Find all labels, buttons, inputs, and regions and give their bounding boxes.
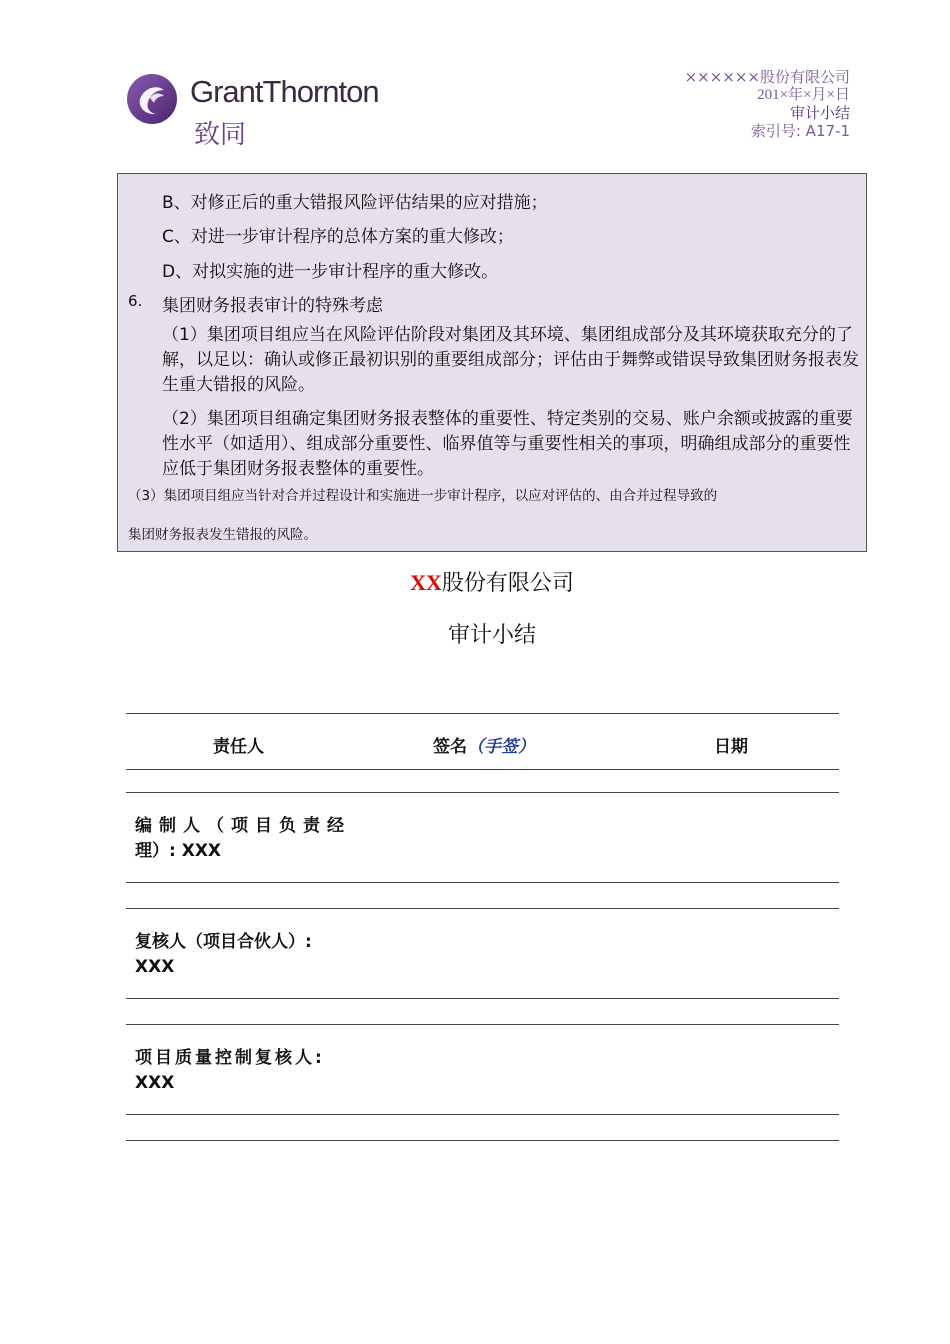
column-header-date: 日期 xyxy=(714,737,748,757)
logo-mark-icon xyxy=(126,68,178,130)
document-title: 审计小结 xyxy=(447,623,536,648)
company-suffix: 股份有限公司 xyxy=(441,571,574,596)
table-rule xyxy=(126,998,839,999)
table-rule xyxy=(126,908,839,909)
row-eqcr-name: XXX xyxy=(135,1073,175,1093)
column-header-sign-label: 签名 xyxy=(433,737,467,757)
logo-english-name: GrantThornton xyxy=(190,74,379,109)
section-title: 集团财务报表审计的特殊考虑 xyxy=(162,296,383,316)
table-rule xyxy=(126,1114,839,1115)
guide-paragraph-3-line-2: 集团财务报表发生错报的风险。 xyxy=(128,527,317,543)
table-bottom-rule xyxy=(126,1140,839,1141)
company-title xyxy=(0,566,950,597)
table-rule xyxy=(126,769,839,770)
row-eqcr-label: 项目质量控制复核人: xyxy=(135,1048,325,1068)
table-rule xyxy=(126,882,839,883)
column-header-sign-note: （手签） xyxy=(467,737,535,757)
guidance-box xyxy=(117,173,867,552)
guide-paragraph-1: （1）集团项目组应当在风险评估阶段对集团及其环境、集团组成部分及其环境获取充分的了解，以足以：确认或修正最初识别的重要组成部分；评估由于舞弊或错误导致集团财务报表发生重大错报的风险。 xyxy=(162,325,859,395)
column-header-sign xyxy=(433,732,535,757)
table-row xyxy=(135,1046,325,1096)
table-row xyxy=(135,930,312,980)
table-row xyxy=(135,814,351,864)
guide-item-d: D、对拟实施的进一步审计程序的重大修改。 xyxy=(162,262,499,282)
guide-paragraph-3-line-1: （3）集团项目组应当针对合并过程设计和实施进一步审计程序，以应对评估的、由合并过程导致的 xyxy=(128,488,718,504)
document-header-info xyxy=(685,68,850,140)
table-rule xyxy=(126,1024,839,1025)
logo-chinese-name: 致同 xyxy=(194,120,247,150)
table-top-rule xyxy=(126,713,839,714)
header-title: 审计小结 xyxy=(789,104,850,122)
header-index: 索引号: A17-1 xyxy=(750,122,850,140)
grant-thornton-logo xyxy=(124,64,406,150)
row-reviewer-label: 复核人（项目合伙人）: xyxy=(135,932,312,952)
row-reviewer-name: XXX xyxy=(135,957,175,977)
column-header-person: 责任人 xyxy=(213,737,264,757)
company-placeholder: XX xyxy=(410,570,442,595)
guide-paragraph-2: （2）集团项目组确定集团财务报表整体的重要性、特定类别的交易、账户余额或披露的重要性水平（如适用）、组成部分重要性、临界值等与重要性相关的事项，明确组成部分的重要性应低于集团财务报表整体的重要性。 xyxy=(162,409,853,479)
header-date: 201×年×月×日 xyxy=(757,87,850,103)
guide-item-b: B、对修正后的重大错报风险评估结果的应对措施； xyxy=(162,193,548,213)
section-number: 6. xyxy=(128,292,143,310)
header-company: ××××××股份有限公司 xyxy=(684,68,850,86)
table-rule xyxy=(126,792,839,793)
row-preparer-name: 理）: XXX xyxy=(135,841,222,861)
row-preparer-label: 编制人（项目负责经 xyxy=(135,816,351,836)
guide-item-c: C、对进一步审计程序的总体方案的重大修改； xyxy=(162,227,514,247)
